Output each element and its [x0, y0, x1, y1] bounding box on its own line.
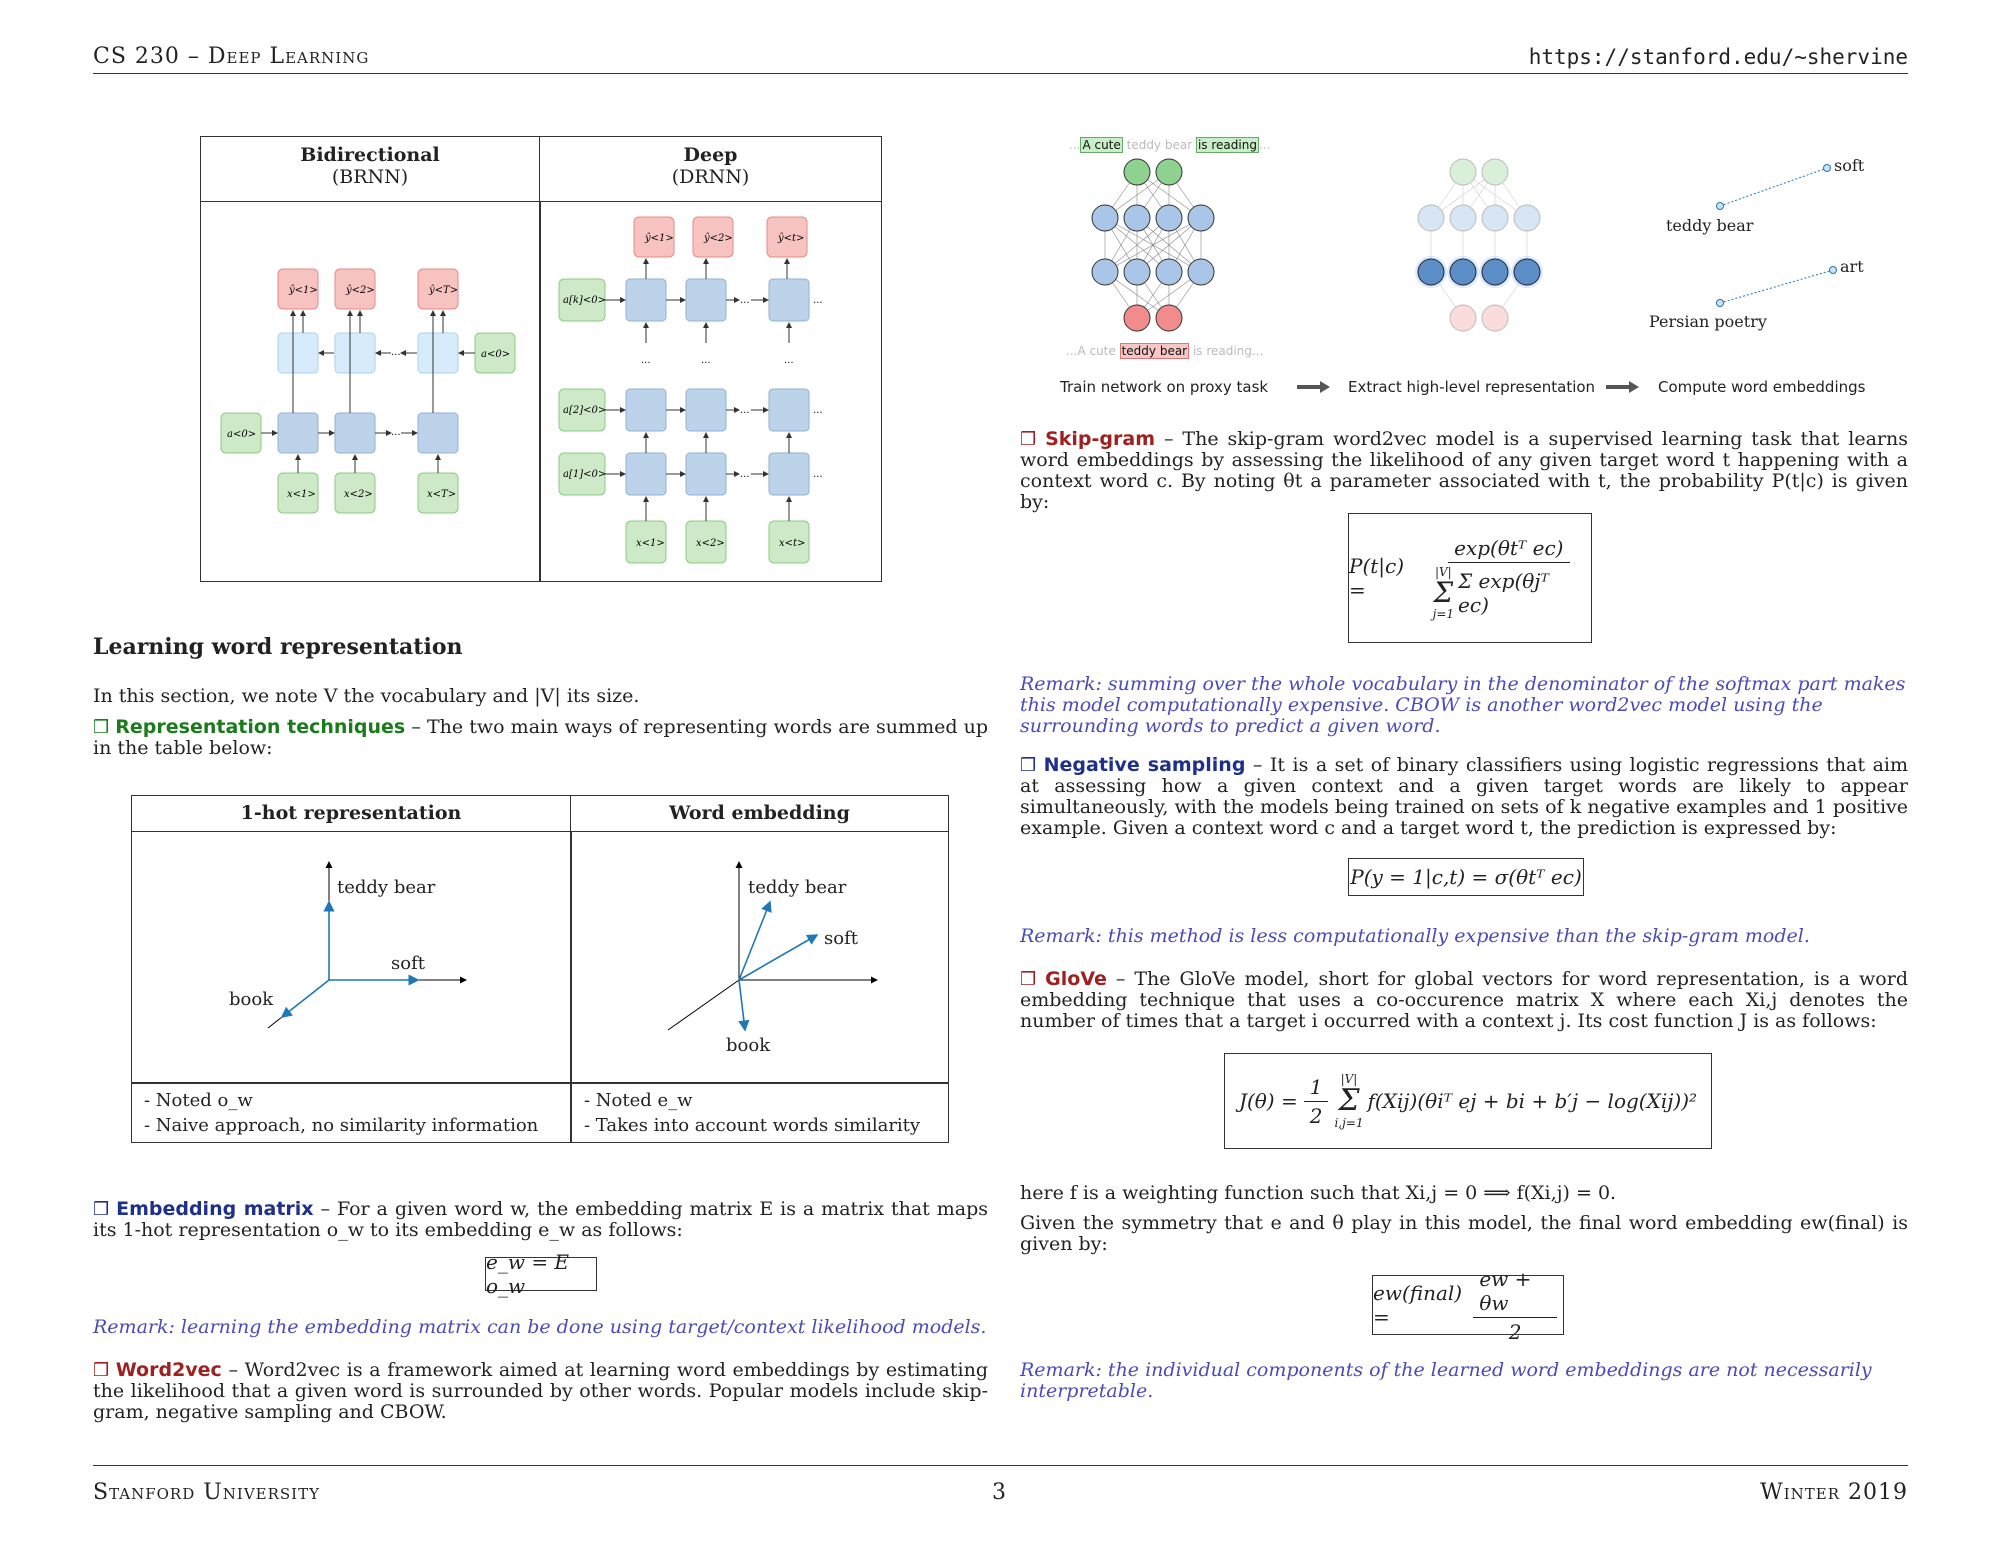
embedding-matrix-text: – For a given word w, the embedding matrix E is a matrix that maps its 1-hot representation o_w to its embedding e_w as follows: [93, 1198, 989, 1241]
svg-text:...: ... [813, 295, 823, 306]
embedding-formula: e_w = E o_w [485, 1257, 597, 1291]
drnn-sub: (DRNN) [671, 166, 750, 188]
svg-text:...: ... [784, 355, 794, 366]
glove-body: f(Xij)(θiᵀ ej + bi + b′j − log(Xij))² [1367, 1089, 1698, 1113]
emb-soft-label: soft [824, 928, 858, 949]
svg-text:ŷ<1>: ŷ<1> [289, 285, 318, 296]
glove-after1: here f is a weighting function such that Xi,j = 0 ⟹ f(Xi,j) = 0. [1020, 1182, 1617, 1204]
emb-notes [584, 1088, 920, 1138]
rep-col2-header: Word embedding [571, 796, 948, 832]
sg-fraction [1433, 536, 1585, 621]
glove-final-den: 2 [1508, 1319, 1522, 1344]
svg-text:...: ... [391, 347, 401, 358]
svg-text:...: ... [813, 405, 823, 416]
svg-text:x<T>: x<T> [427, 489, 457, 500]
emb-word-teddy: teddy bear [1666, 216, 1754, 235]
rep-row-rule [132, 1082, 948, 1084]
glove-remark: Remark: the individual components of the learned word embeddings are not necessarily interpretable. [1020, 1359, 1872, 1402]
rep-tag: Representation techniques [115, 716, 406, 738]
checkbox-icon: ❒ [93, 717, 110, 738]
word2vec-paragraph [93, 1360, 988, 1423]
footer-rule [93, 1465, 1908, 1466]
step1-label: Train network on proxy task [1060, 378, 1269, 396]
svg-text:a<0>: a<0> [481, 349, 511, 360]
svg-text:x<1>: x<1> [287, 489, 316, 500]
glove-tag: GloVe [1045, 968, 1107, 990]
sum-icon: Σ [1338, 1083, 1360, 1118]
rep-table [131, 795, 949, 1143]
top-text-b: teddy bear [1126, 138, 1193, 152]
header-rule [93, 73, 1908, 74]
svg-text:x<t>: x<t> [779, 538, 806, 549]
footer-term: Winter 2019 [1760, 1480, 1908, 1505]
onehot-book-label: book [229, 989, 274, 1010]
sg-lhs: P(t|c) = [1349, 554, 1405, 602]
glove-formula [1224, 1053, 1712, 1149]
top-sentence: ... A cute teddy bear is reading ... [1069, 138, 1271, 152]
rnn-table [200, 136, 882, 582]
negative-sampling-paragraph [1020, 755, 1908, 839]
checkbox-icon: ❒ [1020, 755, 1037, 776]
sum-icon: Σ [1433, 575, 1454, 609]
checkbox-icon: ❒ [1020, 429, 1037, 450]
svg-text:...: ... [701, 355, 711, 366]
onehot-notes [144, 1088, 538, 1138]
top-text-a: A cute [1082, 138, 1121, 152]
top-text-c: is reading [1197, 138, 1257, 152]
svg-text:x<2>: x<2> [344, 489, 373, 500]
rnn-col2-header [540, 137, 881, 202]
negative-sampling-formula: P(y = 1|c,t) = σ(θtᵀ ec) [1348, 858, 1584, 896]
glove-text: – The GloVe model, short for global vectors for word representation, is a word embedding technique that uses a co-occurence matrix X where each Xi,j denotes the number of times that a target i occurred with a context j. Its cost function J is as follows: [1020, 968, 1908, 1032]
checkbox-icon: ❒ [93, 1199, 110, 1220]
glove-paragraph [1020, 969, 1908, 1032]
course-title: CS 230 – Deep Learning [93, 44, 370, 69]
brnn-diagram [201, 203, 539, 579]
skip-gram-text: – The skip-gram word2vec model is a supervised learning task that learns word embeddings by assessing the likelihood of any given target word t happening with a context word c. By noting θt a parameter associated with t, the probability P(t|c) is given by: [1020, 428, 1908, 513]
svg-text:ŷ<2>: ŷ<2> [346, 285, 375, 296]
svg-text:ŷ<T>: ŷ<T> [429, 285, 459, 296]
svg-text:x<2>: x<2> [696, 538, 725, 549]
glove-after2: Given the symmetry that e and θ play in this model, the final word embedding ew(final) is given by: [1020, 1212, 1908, 1255]
svg-text:...: ... [740, 469, 750, 480]
sg-num: exp(θtᵀ ec) [1448, 536, 1569, 563]
svg-text:...: ... [391, 427, 401, 438]
word2vec-tag: Word2vec [115, 1359, 222, 1381]
glove-half [1304, 1075, 1329, 1128]
glove-final-fraction [1473, 1267, 1557, 1344]
svg-text:a<0>: a<0> [227, 429, 257, 440]
svg-text:...: ... [740, 295, 750, 306]
onehot-soft-label: soft [391, 953, 425, 974]
sg-sum-top: |V| [1434, 564, 1452, 579]
emb-word-persian: Persian poetry [1649, 312, 1767, 331]
sg-sum-bottom: j=1 [1432, 606, 1455, 621]
emb-book-label: book [726, 1035, 771, 1056]
onehot-teddy-label: teddy bear [337, 877, 436, 898]
embedding-remark: Remark: learning the embedding matrix can be done using target/context likelihood models. [93, 1316, 987, 1338]
emb-note-1: - Noted e_w [584, 1090, 693, 1111]
footer-university: Stanford University [93, 1480, 321, 1505]
emb-note-2: - Takes into account words similarity [584, 1115, 921, 1136]
svg-text:...: ... [641, 355, 651, 366]
glove-lhs: J(θ) = [1238, 1089, 1298, 1113]
glove-final-lhs: ew(final) = [1373, 1281, 1463, 1329]
bottom-sentence [1066, 344, 1263, 358]
sg-den: Σ exp(θjᵀ ec) [1458, 568, 1549, 617]
svg-text:a[2]<0>: a[2]<0> [563, 405, 607, 416]
brnn-title: Bidirectional [300, 144, 440, 166]
bottom-text-c: is reading... [1192, 344, 1264, 358]
onehot-note-1: - Noted o_w [144, 1090, 253, 1111]
svg-text:ŷ<1>: ŷ<1> [645, 233, 674, 244]
rep-text: – The two main ways of representing words are summed up in the table below: [93, 716, 988, 759]
onehot-axes [132, 832, 570, 1082]
svg-text:x<1>: x<1> [636, 538, 665, 549]
network-diagram [1070, 138, 1950, 408]
emb-word-soft: soft [1834, 156, 1865, 175]
onehot-note-2: - Naive approach, no similarity information [144, 1115, 539, 1136]
svg-text:ŷ<t>: ŷ<t> [778, 233, 805, 244]
checkbox-icon: ❒ [93, 1360, 110, 1381]
rep-col1-header: 1-hot representation [132, 796, 571, 832]
bottom-text-a: ...A cute [1066, 344, 1116, 358]
rnn-col1-header [201, 137, 540, 202]
emb-teddy-label: teddy bear [748, 877, 847, 898]
step3-label: Compute word embeddings [1658, 378, 1866, 396]
glove-final-num: ew + θw [1473, 1267, 1557, 1318]
embedding-matrix-paragraph [93, 1199, 988, 1241]
word2vec-text: – Word2vec is a framework aimed at learning word embeddings by estimating the likelihood that a given word is surrounded by other words. Popular models include skip-gram, negative sampling and CBOW. [93, 1359, 988, 1423]
sg-sum [1433, 565, 1454, 621]
bottom-text-b: teddy bear [1121, 344, 1188, 358]
intro-text: In this section, we note V the vocabulary and |V| its size. [93, 685, 640, 707]
skip-gram-formula [1348, 513, 1592, 643]
negative-sampling-text: – It is a set of binary classifiers using logistic regressions that aim at assessing how a given context and a given target words are likely to appear simultaneously, with the models being trained on sets of k negative examples and 1 positive example. Given a context word c and a target word t, the prediction is expressed by: [1020, 754, 1908, 839]
section-title: Learning word representation [93, 634, 463, 660]
glove-half-num: 1 [1304, 1075, 1329, 1102]
svg-text:ŷ<2>: ŷ<2> [704, 233, 733, 244]
drnn-title: Deep [683, 144, 738, 166]
header-url[interactable]: https://stanford.edu/~shervine [1528, 45, 1908, 69]
glove-sum-bottom: i,j=1 [1334, 1116, 1364, 1130]
page-number: 3 [992, 1480, 1006, 1505]
word2vec-figure [1060, 138, 1950, 408]
glove-final-formula [1372, 1266, 1564, 1344]
emb-word-art: art [1840, 257, 1864, 276]
rep-paragraph [93, 717, 988, 759]
embedding-matrix-tag: Embedding matrix [116, 1198, 314, 1220]
svg-text:...: ... [740, 405, 750, 416]
brnn-sub: (BRNN) [331, 166, 409, 188]
svg-text:a[1]<0>: a[1]<0> [563, 469, 607, 480]
skip-gram-paragraph [1020, 429, 1908, 513]
drnn-diagram [541, 203, 879, 579]
glove-half-den: 2 [1309, 1103, 1323, 1128]
step2-label: Extract high-level representation [1348, 378, 1596, 396]
negative-sampling-tag: Negative sampling [1043, 754, 1246, 776]
svg-text:a[k]<0>: a[k]<0> [563, 295, 606, 306]
skip-gram-tag: Skip-gram [1045, 428, 1156, 450]
checkbox-icon: ❒ [1020, 969, 1037, 990]
svg-text:...: ... [813, 469, 823, 480]
negative-sampling-remark: Remark: this method is less computationally expensive than the skip-gram model. [1020, 925, 1810, 947]
skip-gram-remark: Remark: summing over the whole vocabulary in the denominator of the softmax part makes this model computationally expensive. CBOW is another word2vec model using the surrounding words to predict a given word. [1020, 673, 1906, 737]
glove-sum-top: |V| [1340, 1072, 1358, 1086]
sg-den-wrap [1433, 563, 1585, 621]
glove-sum [1334, 1072, 1363, 1130]
